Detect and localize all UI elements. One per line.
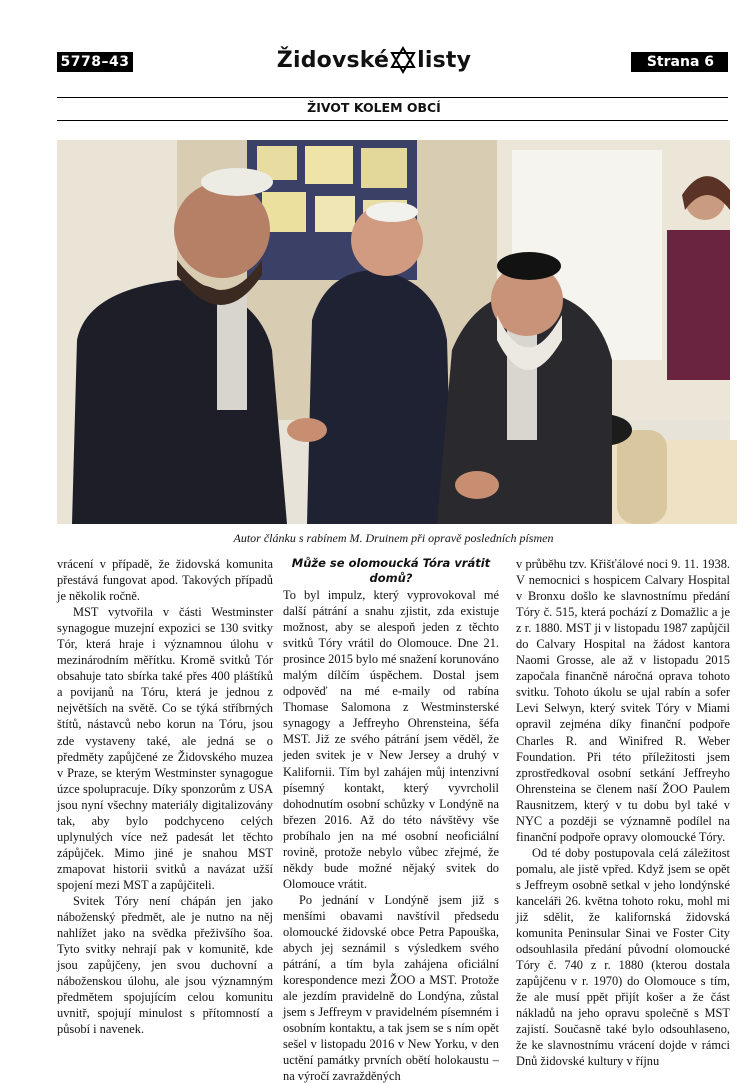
- article-subheading: Může se olomoucká Tóra vrátit domů?: [291, 556, 491, 585]
- photo-caption: Autor článku s rabínem M. Druinem při opravě posledních písmen: [233, 531, 554, 545]
- paragraph: v průběhu tzv. Křišťálové noci 9. 11. 1938. V nemocnici s hospicem Calvary Hospital v Bronxu došlo ke slavnostnímu předání Tóry č. 515, která pochází z Domažlic a je z r. 1880. MST ji v listopadu 1987 zapůjčil do Calvary Hospital na žádost kantora Naomi Grosse, ale až v listopadu 2015 započala finančně náročná oprava tohoto svitku. Tohoto úkolu se ujal rabín a sofer Levi Selwyn, který svitek Tóry v Miami opravil zejména díky finanční podpoře Charles R. and Winifred R. Weber Foundation. Při této příležitosti jsem zprostředkoval osobní setkání Jeffreyho Ohrensteina se členem naší ŽOO Paulem Rausnitzem, který v tu dobu byl také v NYC a později se významně podílel na finanční podpoře opravy olomoucké Tóry.: [516, 557, 730, 844]
- paragraph: MST vytvořila v části Westminster synagogue muzejní expozici se 130 svitky Tór, která hraje i významnou úlohu v mezinárodním měřítku. Kromě svitků Tór obsahuje tato sbírka také přes 400 pláštíků a povijanů na Tóru, která je jednou z největších na světě. Co se týká stříbrných štítů, nástavců nebo korun na Tóru, jsou zde vystaveny také, ale jedná se o předměty zapůjčené ze Židovského muzea v Praze, se kterým Westminster synagogue úzce spolupracuje. Díky sponzorům z USA jsou nyní všechny materiály digitalizovány tak, aby bylo podchyceno celých uplynulých více než padesát let těchto zápůjček. Mimo jiné je snahou MST zmapovat historii svitků a navázat užší spojení mezi MST a zapůjčiteli.: [57, 605, 273, 892]
- paragraph: Svitek Tóry není chápán jen jako náboženský předmět, ale je nutno na něj nahlížet jako na svědka přeživšího šoa. Tyto svitky nehrají pak v komunitě, kde jsou zapůjčeny, jen svou duchovní a náboženskou úlohu, ale jsou významným předmětem spojujícím celou komunitu uvnitř, spojují minulost s přítomností a působí i navenek.: [57, 893, 273, 1037]
- masthead-left-word: Židovské: [276, 48, 390, 73]
- section-title: ŽIVOT KOLEM OBCÍ: [307, 100, 441, 115]
- masthead-right-word: listy: [417, 48, 472, 73]
- paragraph: To byl impulz, který vyprovokoval mé další pátrání a snahu zjistit, zda existuje možnost, aby se alespoň jeden z těchto svitků Tóry vrátil do Olomouce. Dne 21. prosince 2015 bylo mé snažení korunováno malým dílčím úspěchem. Dostal jsem odpověď na mé e-maily od rabína Thomase Salomona z Westminsterské synagogy a Jeffreyho Ohrensteina, šéfa MST. Již ze svého pátrání jsem věděl, že jeden svitek je v New Jersey a druhý v Kalifornii. Tím byl zahájen můj intenzivní písemný kontakt, který vyvrcholil dohodnutím osobní schůzky v Londýně na březen 2016. Až do této návštěvy vše probíhalo jen na mé osobní neoficiální rovině, protože nebylo vůbec zřejmé, že někdy bude možné nějaký svitek do Olomouce vrátit.: [283, 588, 499, 891]
- article-column-2: [283, 556, 499, 1084]
- paragraph: vrácení v případě, že židovská komunita přestává fungovat apod. Takových případů je několik ročně.: [57, 557, 273, 604]
- paragraph: Po jednání v Londýně jsem již s menšími obavami navštívil předsedu olomoucké židovské obce Petra Papouška, abych jej seznámil s výsledkem svého pátrání, a tím byla zahájena oficiální korespondence mezi ŽOO a MST. Protože ale jezdím pravidelně do Londýna, zůstal jsem s Jeffreym v pravidelném písemném i osobním kontaktu, a tak jsem se s ním opět sešel v listopadu 2016 v New Yorku, v den uctění památky prvních obětí holokaustu – na výročí zavražděných: [283, 892, 499, 1084]
- star-of-david-icon: [390, 47, 416, 73]
- header-rule-bottom: [57, 120, 728, 121]
- article-photo: [57, 140, 730, 524]
- article-column-3: [516, 556, 730, 1069]
- header-rule-top: [57, 97, 728, 98]
- page-number-badge: Strana 6: [631, 52, 728, 72]
- paragraph: Od té doby postupovala celá záležitost pomalu, ale jistě vpřed. Když jsem se opět s Jeffreym osobně setkal v jeho londýnské kanceláři 26. května tohoto roku, mohl mi již sdělit, že kalifornská židovská komunita Peninsular Sinai ve Foster City odsouhlasila předání původní olomoucké Tóry č. 740 z r. 1880 (kterou dostala zapůjčenu v r. 1970) do Olomouce s tím, že ale musí ppět přijít košer a že část nákladů na jeho opravu společně s MST zajistí. Současně také bylo odsouhlaseno, že ke slavnostnímu vrácení dojde v rámci Dnů židovské kultury v říjnu: [516, 845, 730, 1069]
- issue-number-badge: 5778–43: [57, 52, 133, 72]
- article-column-1: [57, 556, 273, 1037]
